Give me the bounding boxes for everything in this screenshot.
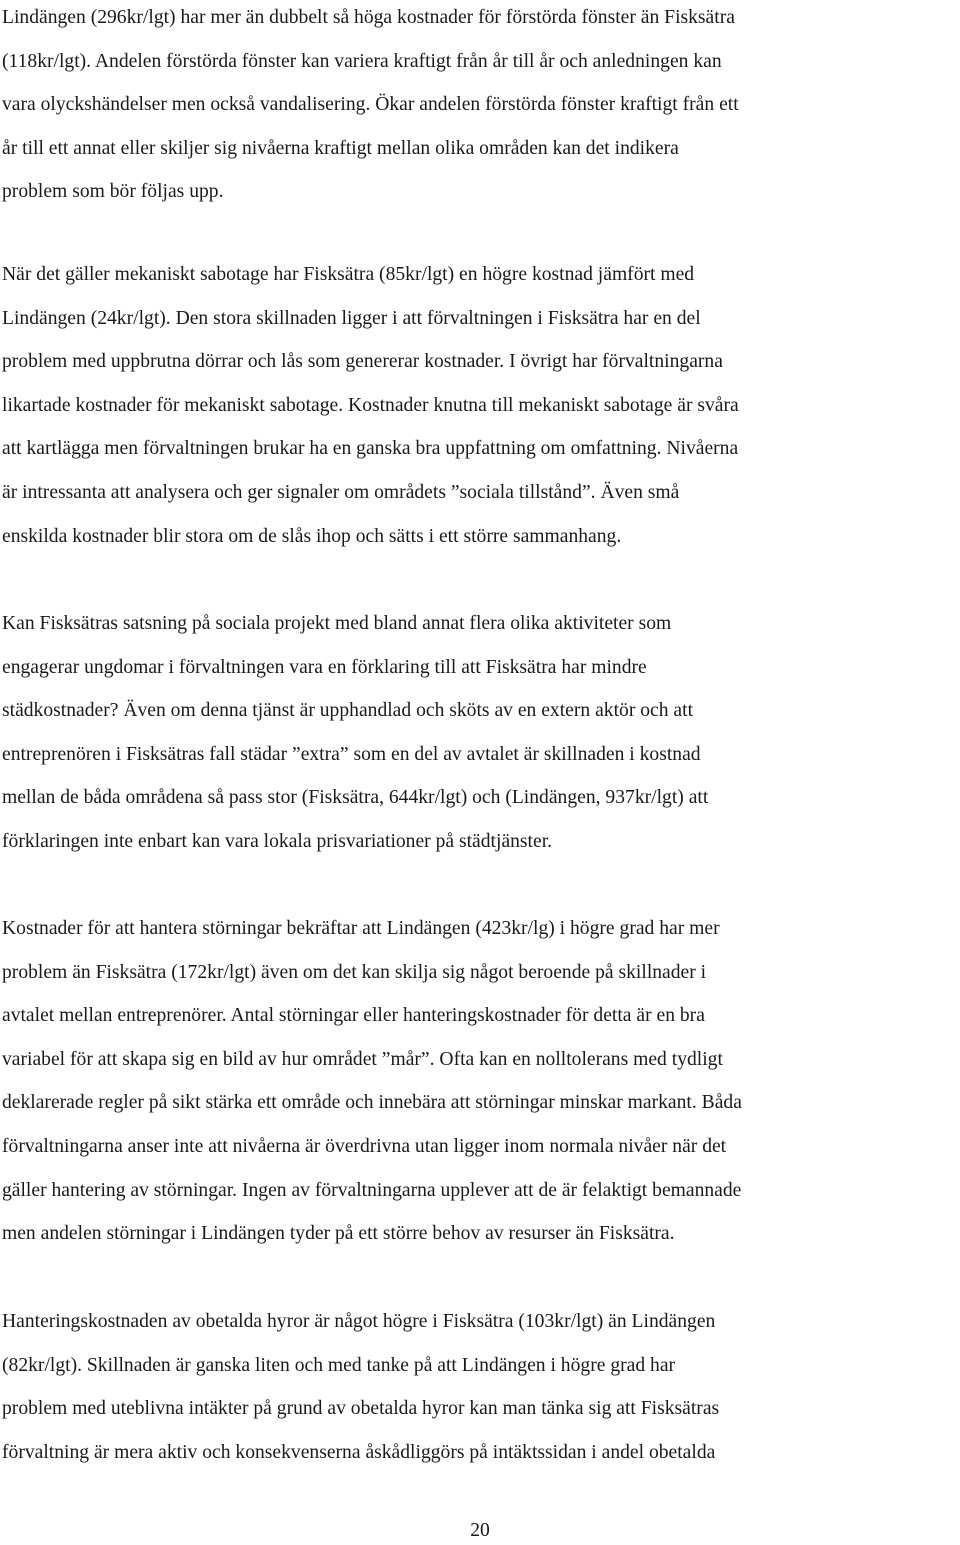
- paragraph-line: Kan Fisksätras satsning på sociala projekt med bland annat flera olika aktiviteter som: [2, 613, 672, 634]
- paragraph-broken-windows: [2, 0, 958, 214]
- paragraph-line: Lindängen (24kr/lgt). Den stora skillnaden ligger i att förvaltningen i Fisksätra har en del: [2, 307, 701, 329]
- paragraph-line: deklarerade regler på sikt stärka ett område och innebära att störningar minskar markant. Båda: [2, 1092, 742, 1114]
- paragraph-cleaning-costs: [2, 602, 958, 864]
- paragraph-line: vara olyckshändelser men också vandalisering. Ökar andelen förstörda fönster kraftigt från ett: [2, 94, 739, 116]
- paragraph-line: (118kr/lgt). Andelen förstörda fönster kan variera kraftigt från år till år och anledningen kan: [2, 50, 722, 72]
- paragraph-line: problem som bör följas upp.: [2, 181, 224, 203]
- paragraph-mechanical-sabotage: [2, 253, 958, 558]
- paragraph-line: entreprenören i Fisksätras fall städar ”extra” som en del av avtalet är skillnaden i kostnad: [2, 743, 701, 765]
- paragraph-line: mellan de båda områdena så pass stor (Fisksätra, 644kr/lgt) och (Lindängen, 937kr/lgt) att: [2, 787, 709, 809]
- paragraph-line: gäller hantering av störningar. Ingen av förvaltningarna upplever att de är felaktigt bemannade: [2, 1179, 742, 1201]
- paragraph-unpaid-rents: [2, 1300, 958, 1474]
- paragraph-line: engagerar ungdomar i förvaltningen vara en förklaring till att Fisksätra har mindre: [2, 656, 647, 678]
- paragraph-line: likartade kostnader för mekaniskt sabotage. Kostnader knutna till mekaniskt sabotage är svåra: [2, 394, 739, 416]
- paragraph-line: Lindängen (296kr/lgt) har mer än dubbelt så höga kostnader för förstörda fönster än Fisksätra: [2, 7, 735, 28]
- paragraph-line: att kartlägga men förvaltningen brukar ha en ganska bra uppfattning om omfattning. Nivåerna: [2, 438, 739, 460]
- paragraph-line: När det gäller mekaniskt sabotage har Fisksätra (85kr/lgt) en högre kostnad jämfört med: [2, 264, 695, 285]
- paragraph-line: år till ett annat eller skiljer sig nivåerna kraftigt mellan olika områden kan det indikera: [2, 137, 679, 159]
- paragraph-line: men andelen störningar i Lindängen tyder på ett större behov av resurser än Fisksätra.: [2, 1223, 675, 1245]
- paragraph-line: problem med uteblivna intäkter på grund av obetalda hyror kan man tänka sig att Fisksätras: [2, 1398, 720, 1420]
- paragraph-line: förklaringen inte enbart kan vara lokala prisvariationer på städtjänster.: [2, 830, 553, 852]
- paragraph-line: förvaltning är mera aktiv och konsekvenserna åskådliggörs på intäktssidan i andel obetalda: [2, 1441, 716, 1463]
- page-number: 20: [470, 1520, 490, 1541]
- paragraph-line: problem med uppbrutna dörrar och lås som genererar kostnader. I övrigt har förvaltningarna: [2, 351, 723, 373]
- paragraph-line: förvaltningarna anser inte att nivåerna är överdrivna utan ligger inom normala nivåer när det: [2, 1135, 727, 1157]
- paragraph-line: är intressanta att analysera och ger signaler om områdets ”sociala tillstånd”. Även små: [2, 481, 680, 503]
- paragraph-line: Hanteringskostnaden av obetalda hyror är något högre i Fisksätra (103kr/lgt) än Lindängen: [2, 1311, 716, 1332]
- paragraph-line: enskilda kostnader blir stora om de slås ihop och sätts i ett större sammanhang.: [2, 525, 622, 547]
- paragraph-line: avtalet mellan entreprenörer. Antal störningar eller hanteringskostnader för detta är en bra: [2, 1005, 705, 1027]
- paragraph-line: variabel för att skapa sig en bild av hur området ”mår”. Ofta kan en nolltolerans med tydligt: [2, 1048, 723, 1070]
- paragraph-line: städkostnader? Även om denna tjänst är upphandlad och sköts av en extern aktör och att: [2, 700, 694, 722]
- paragraph-line: Kostnader för att hantera störningar bekräftar att Lindängen (423kr/lg) i högre grad har mer: [2, 918, 720, 939]
- paragraph-disturbances: [2, 907, 958, 1256]
- paragraph-line: (82kr/lgt). Skillnaden är ganska liten och med tanke på att Lindängen i högre grad har: [2, 1354, 676, 1376]
- paragraph-line: problem än Fisksätra (172kr/lgt) även om det kan skilja sig något beroende på skillnader i: [2, 961, 707, 983]
